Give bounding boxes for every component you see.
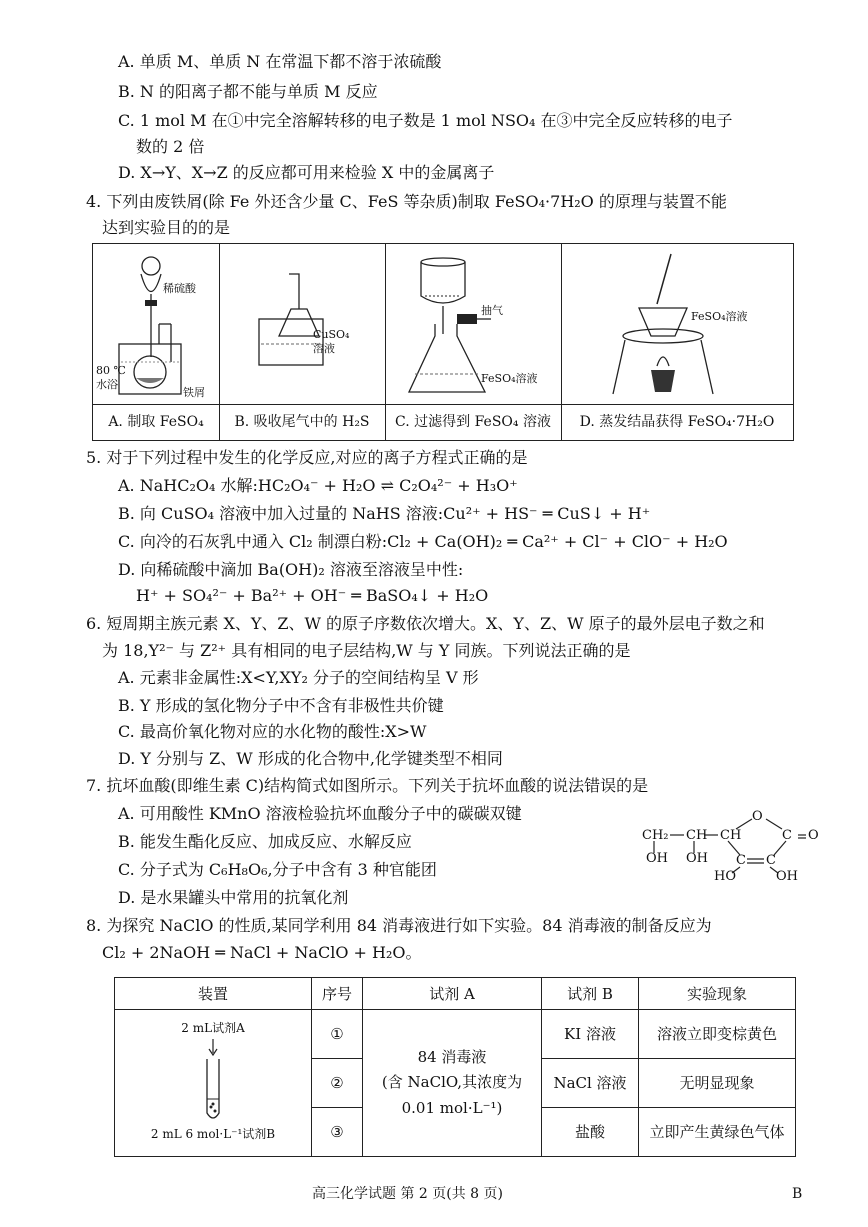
q5-option-d: D. 向稀硫酸中滴加 Ba(OH)₂ 溶液至溶液呈中性: (118, 560, 464, 579)
label-dilute-h2so4: 稀硫酸 (163, 282, 196, 295)
label-suction: 抽气 (481, 304, 503, 317)
struct-oh-1: OH (646, 851, 668, 866)
caption-c: C. 过滤得到 FeSO₄ 溶液 (395, 414, 551, 430)
label-iron-scraps: 铁屑 (183, 386, 205, 399)
q3-option-d: D. X→Y、X→Z 的反应都可用来检验 X 中的金属离子 (118, 163, 495, 182)
label-80c: 80 ℃ (96, 364, 126, 377)
vitamin-c-structure (640, 809, 820, 885)
col-device: 装置 (115, 978, 312, 1010)
label-cuso4: CuSO₄ (313, 328, 350, 341)
q5-stem: 5. 对于下列过程中发生的化学反应,对应的离子方程式正确的是 (86, 448, 528, 467)
reagent-a-line-2: (含 NaClO,其浓度为 (381, 1073, 523, 1092)
struct-ho: HO (714, 869, 736, 884)
reagent-a-cell (363, 1010, 542, 1157)
panel-d (561, 244, 793, 440)
q4-stem-cont: 达到实验目的的是 (102, 218, 231, 237)
paper-version: B (792, 1186, 803, 1202)
apparatus-b-drawing (219, 244, 385, 404)
row-1-reagent-b: KI 溶液 (542, 1010, 639, 1059)
q7-option-d: D. 是水果罐头中常用的抗氧化剂 (118, 888, 349, 907)
label-solution: 溶液 (313, 342, 335, 355)
struct-c-right: C (766, 853, 776, 868)
row-2-no: ② (312, 1059, 363, 1108)
col-no: 序号 (312, 978, 363, 1010)
apparatus-d-drawing (561, 244, 793, 404)
row-2-phenomenon: 无明显现象 (639, 1059, 796, 1108)
q3-option-c: C. 1 mol M 在①中完全溶解转移的电子数是 1 mol NSO₄ 在③中完全反应转移的电子 (118, 111, 733, 130)
q5-option-a: A. NaHC₂O₄ 水解:HC₂O₄⁻ + H₂O ⇌ C₂O₄²⁻ + H₃O⁺ (118, 476, 518, 495)
q8-stem-cont: Cl₂ + 2NaOH ═ NaCl + NaClO + H₂O。 (102, 943, 422, 962)
device-cell (115, 1010, 312, 1157)
table-header-row (115, 978, 796, 1010)
q6-option-d: D. Y 分别与 Z、W 形成的化合物中,化学键类型不相同 (118, 749, 503, 768)
label-feso4-solution-d: FeSO₄溶液 (691, 310, 748, 323)
q3-option-b: B. N 的阳离子都不能与单质 M 反应 (118, 82, 378, 101)
reagent-a-line-1: 84 消毒液 (417, 1047, 487, 1066)
caption-d: D. 蒸发结晶获得 FeSO₄·7H₂O (579, 414, 775, 430)
row-3-reagent-b: 盐酸 (542, 1108, 639, 1157)
struct-ch: CH (686, 828, 708, 843)
q3-option-a: A. 单质 M、单质 N 在常温下都不溶于浓硫酸 (118, 52, 442, 71)
row-1-phenomenon: 溶液立即变棕黄色 (639, 1010, 796, 1059)
row-1-no: ① (312, 1010, 363, 1059)
q7-option-b: B. 能发生酯化反应、加成反应、水解反应 (118, 832, 412, 851)
col-reagent-b: 试剂 B (542, 978, 639, 1010)
q6-option-a: A. 元素非金属性:X<Y,XY₂ 分子的空间结构呈 V 形 (118, 668, 479, 687)
q4-apparatus-figure (92, 243, 794, 441)
caption-b: B. 吸收尾气中的 H₂S (234, 414, 370, 430)
page-footer: 高三化学试题 第 2 页(共 8 页) (312, 1186, 503, 1202)
q6-option-b: B. Y 形成的氢化物分子中不含有非极性共价键 (118, 696, 444, 715)
row-3-no: ③ (312, 1108, 363, 1157)
caption-a: A. 制取 FeSO₄ (108, 414, 204, 430)
q8-stem: 8. 为探究 NaClO 的性质,某同学利用 84 消毒液进行如下实验。84 消毒液的制备反应为 (86, 916, 712, 935)
q5-option-d-equation: H⁺ + SO₄²⁻ + Ba²⁺ + OH⁻ ═ BaSO₄↓ + H₂O (136, 586, 489, 605)
q7-option-a: A. 可用酸性 KMnO 溶液检验抗坏血酸分子中的碳碳双键 (118, 804, 522, 823)
q4-stem: 4. 下列由废铁屑(除 Fe 外还含少量 C、FeS 等杂质)制取 FeSO₄·7H₂O 的原理与装置不能 (86, 192, 727, 211)
panel-a (93, 244, 220, 440)
q7-option-c: C. 分子式为 C₆H₈O₆,分子中含有 3 种官能团 (118, 860, 437, 879)
q5-option-c: C. 向冷的石灰乳中通入 Cl₂ 制漂白粉:Cl₂ + Ca(OH)₂ ═ Ca²⁺ + Cl⁻ + ClO⁻ + H₂O (118, 532, 728, 551)
q5-option-b: B. 向 CuSO₄ 溶液中加入过量的 NaHS 溶液:Cu²⁺ + HS⁻ ═ CuS↓ + H⁺ (118, 504, 651, 523)
label-feso4-solution: FeSO₄溶液 (481, 372, 538, 385)
row-2-reagent-b: NaCl 溶液 (542, 1059, 639, 1108)
struct-c-left: C (736, 853, 746, 868)
struct-ch2: CH₂ (642, 828, 669, 843)
table-row (115, 1010, 796, 1059)
reagent-a-line-3: 0.01 mol·L⁻¹) (401, 1098, 503, 1117)
label-water-bath: 水浴 (96, 378, 118, 391)
q3-option-c-cont: 数的 2 倍 (136, 137, 205, 156)
struct-oh-2: OH (686, 851, 708, 866)
struct-c-carbonyl: C (782, 828, 792, 843)
struct-ring-o: O (752, 809, 763, 824)
struct-carbonyl-o: O (808, 828, 819, 843)
col-reagent-a: 试剂 A (363, 978, 542, 1010)
q8-table (114, 977, 796, 1157)
q6-option-c: C. 最高价氧化物对应的水化物的酸性:X>W (118, 722, 427, 741)
device-bottom-label: 2 mL 6 mol·L⁻¹试剂B (150, 1127, 276, 1141)
struct-ch-ring: CH (720, 828, 742, 843)
q7-stem: 7. 抗坏血酸(即维生素 C)结构简式如图所示。下列关于抗坏血酸的说法错误的是 (86, 776, 649, 795)
col-phenomenon: 实验现象 (639, 978, 796, 1010)
q6-stem: 6. 短周期主族元素 X、Y、Z、W 的原子序数依次增大。X、Y、Z、W 原子的最外层电子数之和 (86, 614, 765, 633)
struct-oh-4: OH (776, 869, 798, 884)
device-top-label: 2 mL试剂A (181, 1021, 245, 1035)
panel-b (219, 244, 386, 440)
q6-stem-cont: 为 18,Y²⁻ 与 Z²⁺ 具有相同的电子层结构,W 与 Y 同族。下列说法正确的是 (102, 641, 631, 660)
row-3-phenomenon: 立即产生黄绿色气体 (639, 1108, 796, 1157)
panel-c (385, 244, 562, 440)
